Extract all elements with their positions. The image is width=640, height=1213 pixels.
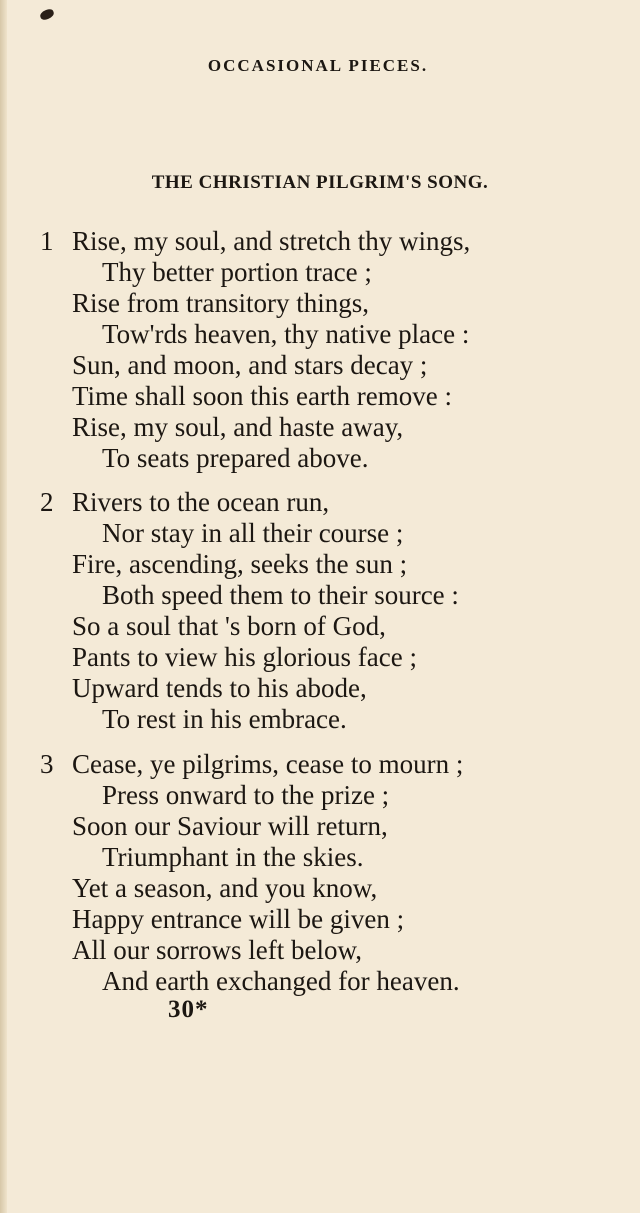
verse-line: Cease, ye pilgrims, cease to mourn ;: [72, 749, 464, 779]
verse-line: Thy better portion trace ;: [102, 257, 372, 287]
verse-line: Press onward to the prize ;: [102, 780, 390, 810]
stanza-number: 1: [40, 226, 54, 256]
verse-line: Happy entrance will be given ;: [72, 904, 405, 934]
folio-signature: 30*: [168, 996, 209, 1023]
verse-line: Rivers to the ocean run,: [72, 487, 330, 517]
verse-line: And earth exchanged for heaven.: [102, 966, 460, 996]
stanza-3: [40, 749, 630, 997]
verse-line: All our sorrows left below,: [72, 935, 362, 965]
verse-line: So a soul that 's born of God,: [72, 611, 386, 641]
verse-line: Rise, my soul, and stretch thy wings,: [72, 226, 471, 256]
stanza-number: 3: [40, 749, 54, 779]
verse-line: Sun, and moon, and stars decay ;: [72, 350, 428, 380]
hymn-title: THE CHRISTIAN PILGRIM'S SONG.: [151, 172, 489, 193]
verse-line: Pants to view his glorious face ;: [72, 642, 417, 672]
verse-line: To rest in his embrace.: [102, 704, 347, 734]
verse-line: Soon our Saviour will return,: [72, 811, 388, 841]
stanza-2: [40, 487, 630, 735]
verse-line: Triumphant in the skies.: [102, 842, 364, 872]
verse-line: Yet a season, and you know,: [72, 873, 378, 903]
verse-line: Time shall soon this earth remove :: [72, 381, 452, 411]
stanza-1: [40, 226, 630, 474]
verse-line: To seats prepared above.: [102, 443, 369, 473]
verse-line: Both speed them to their source :: [102, 580, 459, 610]
verse-line: Rise, my soul, and haste away,: [72, 412, 404, 442]
verse-line: Upward tends to his abode,: [72, 673, 367, 703]
stanza-number: 2: [40, 487, 54, 517]
verse-line: Tow'rds heaven, thy native place :: [102, 319, 470, 349]
verse-line: Nor stay in all their course ;: [102, 518, 404, 548]
verse-line: Rise from transitory things,: [72, 288, 369, 318]
running-head: OCCASIONAL PIECES.: [207, 56, 429, 75]
verse-line: Fire, ascending, seeks the sun ;: [72, 549, 408, 579]
ink-mark: [39, 8, 55, 21]
